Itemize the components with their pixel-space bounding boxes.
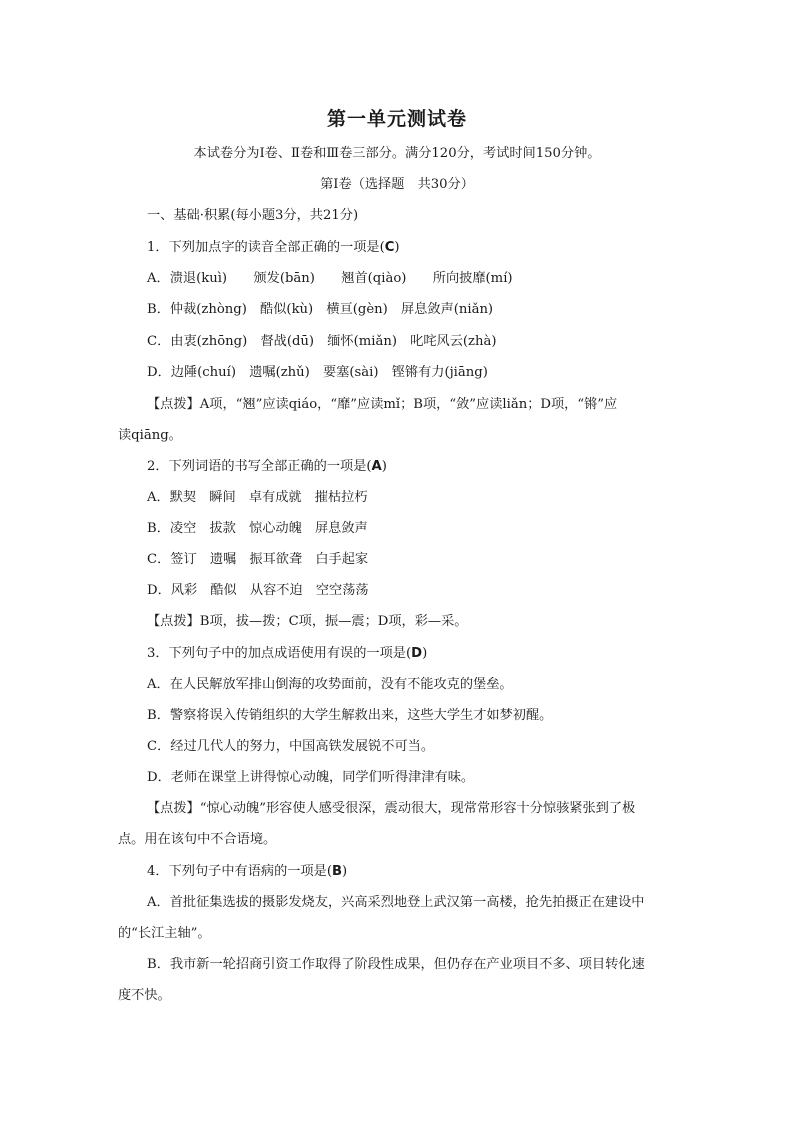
question-1-note: 【点拨】A项，“翘”应读qiáo，“靡”应读mǐ；B项，“敛”应读liǎn；D项，“锵”应 <box>147 397 618 412</box>
question-4-option-b-cont: 度不快。 <box>118 988 171 1003</box>
question-3-answer: D <box>411 646 423 661</box>
question-4-option-a-cont: 的“长江主轴”。 <box>118 926 211 941</box>
question-3-text: 3．下列句子中的加点成语使用有误的一项是( <box>147 646 412 661</box>
question-2-close: ) <box>381 459 387 474</box>
question-2-answer: A <box>371 459 382 474</box>
question-3-stem <box>147 645 427 663</box>
page-title: 第一单元测试卷 <box>326 108 467 130</box>
question-1-close: ) <box>394 240 400 255</box>
section-heading: 一、基础·积累(每小题3分，共21分) <box>147 208 359 223</box>
question-2-text: 2．下列词语的书写全部正确的一项是( <box>147 459 372 474</box>
question-2-option-c: C．签订 遗嘱 振耳欲聋 白手起家 <box>147 552 369 567</box>
question-1-option-d: D．边陲(chuí) 遗嘱(zhǔ) 要塞(sài) 铿锵有力(jiāng) <box>147 365 488 380</box>
question-3-close: ) <box>422 646 428 661</box>
intro-text: 本试卷分为Ⅰ卷、Ⅱ卷和Ⅲ卷三部分。满分120分，考试时间150分钟。 <box>193 146 601 161</box>
question-1-stem <box>147 239 400 257</box>
question-3-option-d: D．老师在课堂上讲得惊心动魄，同学们听得津津有味。 <box>147 770 475 785</box>
question-3-note: 【点拨】“惊心动魄”形容使人感受很深，震动很大，现常常形容十分惊骇紧张到了极 <box>147 801 636 816</box>
question-3-option-c: C．经过几代人的努力，中国高铁发展锐不可当。 <box>147 739 435 754</box>
question-4-option-a: A．首批征集选拔的摄影发烧友，兴高采烈地登上武汉第一高楼，抢先拍摄正在建设中 <box>147 895 645 910</box>
question-2-stem <box>147 458 387 476</box>
question-1-option-a: A．溃退(kuì) 颁发(bān) 翘首(qiào) 所向披靡(mí) <box>147 271 513 286</box>
question-1-text: 1．下列加点字的读音全部正确的一项是( <box>147 240 385 255</box>
question-2-note: 【点拨】B项，拔—拨；C项，振—震；D项，彩—采。 <box>147 614 468 629</box>
question-1-option-c: C．由衷(zhōng) 督战(dū) 缅怀(miǎn) 叱咤风云(zhà) <box>147 334 497 349</box>
question-4-answer: B <box>331 864 343 879</box>
question-4-close: ) <box>342 864 348 879</box>
question-2-option-b: B．凌空 拔款 惊心动魄 屏息敛声 <box>147 521 368 536</box>
question-4-option-b: B．我市新一轮招商引资工作取得了阶段性成果，但仍存在产业项目不多、项目转化速 <box>147 957 645 972</box>
question-2-option-d: D．风彩 酷似 从容不迫 空空荡荡 <box>147 583 369 598</box>
question-1-answer: C <box>384 240 395 255</box>
question-2-option-a: A．默契 瞬间 卓有成就 摧枯拉朽 <box>147 490 368 505</box>
question-3-option-a: A．在人民解放军排山倒海的攻势面前，没有不能攻克的堡垒。 <box>147 677 513 692</box>
question-4-text: 4．下列句子中有语病的一项是( <box>147 864 332 879</box>
question-4-stem <box>147 863 347 881</box>
question-3-note-cont: 点。用在该句中不合语境。 <box>118 832 277 847</box>
question-1-note-cont: 读qiāng。 <box>118 428 182 443</box>
question-3-option-b: B．警察将误入传销组织的大学生解救出来，这些大学生才如梦初醒。 <box>147 708 553 723</box>
question-1-option-b: B．仲裁(zhòng) 酷似(kù) 横亘(gèn) 屏息敛声(niǎn) <box>147 302 494 317</box>
part1-title: 第Ⅰ卷（选择题 共30分） <box>320 177 474 192</box>
